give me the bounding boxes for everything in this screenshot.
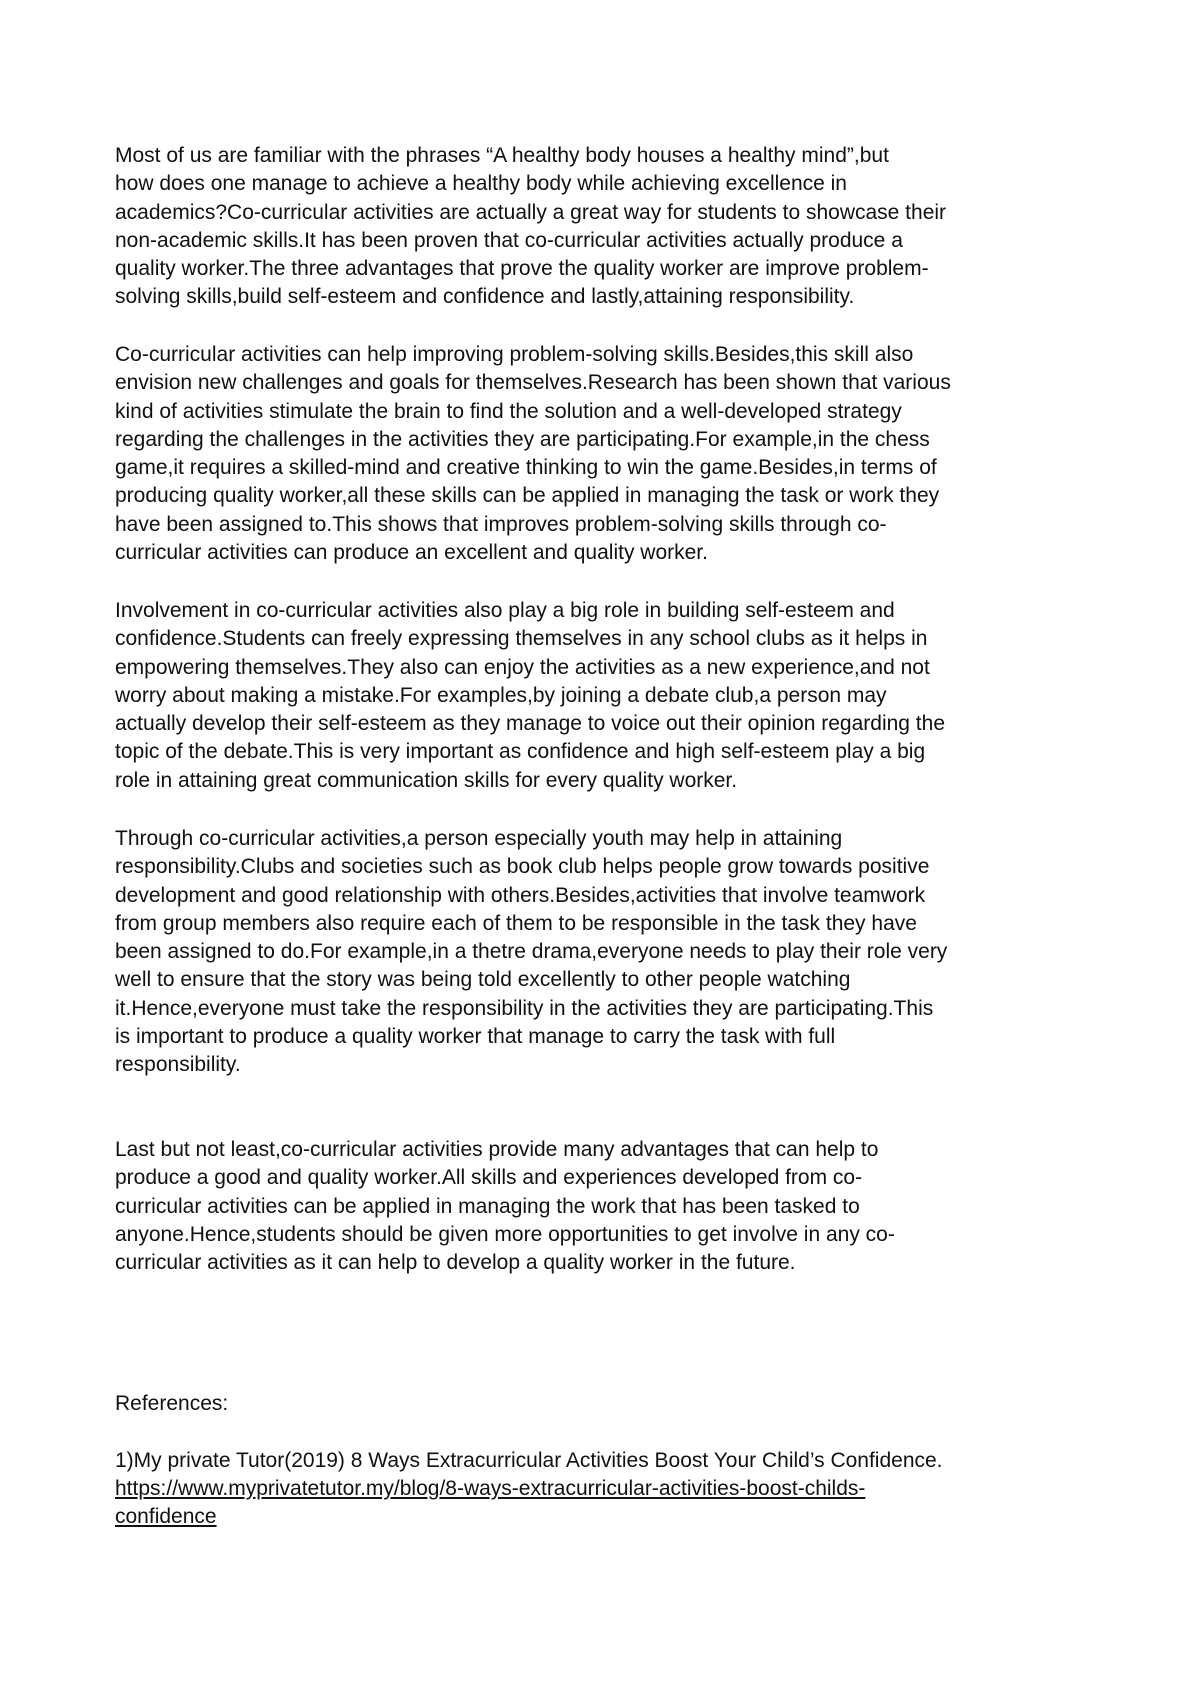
problem-solving-paragraph: Co-curricular activities can help improving problem-solving skills.Besides,this skill also envision new challenges and goals for themselves.Research has been shown that various kind of activities stimulate the brain to find the solution and a well-developed strategy regarding the challenges in the activities they are participating.For example,in the chess game,it requires a skilled-mind and creative thinking to win the game.Besides,in terms of producing quality worker,all these skills can be applied in managing the task or work they have been assigned to.This shows that improves problem-solving skills through co- curricular activities can produce an excellent and quality worker. [115,343,951,565]
self-esteem-paragraph: Involvement in co-curricular activities also play a big role in building self-esteem and confidence.Students can freely expressing themselves in any school clubs as it helps in empowering themselves.They also can enjoy the activities as a new experience,and not worry about making a mistake.For examples,by joining a debate club,a person may actually develop their self-esteem as they manage to voice out their opinion regarding the topic of the debate.This is very important as confidence and high self-esteem play a big role in attaining great communication skills for every quality worker. [115,599,945,792]
references-heading: References: [115,1392,229,1415]
reference-item-text: 1)My private Tutor(2019) 8 Ways Extracurricular Activities Boost Your Child’s Confidence. [115,1449,943,1472]
reference-item-link[interactable]: https://www.myprivatetutor.my/blog/8-ways-extracurricular-activities-boost-childs- confidence [115,1477,866,1529]
intro-paragraph: Most of us are familiar with the phrases “A healthy body houses a healthy mind”,but how does one manage to achieve a healthy body while achieving excellence in academics?Co-curricular activities are actually a great way for students to showcase their non-academic skills.It has been proven that co-curricular activities actually produce a quality worker.The three advantages that prove the quality worker are improve problem- solving skills,build self-esteem and confidence and lastly,attaining responsibility. [115,144,947,309]
responsibility-paragraph: Through co-curricular activities,a person especially youth may help in attaining responsibility.Clubs and societies such as book club helps people grow towards positive development and good relationship with others.Besides,activities that involve teamwork from group members also require each of them to be responsible in the task they have been assigned to do.For example,in a thetre drama,everyone needs to play their role very well to ensure that the story was being told excellently to other people watching it.Hence,everyone must take the responsibility in the activities they are participating.This is important to produce a quality worker that manage to carry the task with full responsibility. [115,827,948,1077]
conclusion-paragraph: Last but not least,co-curricular activities provide many advantages that can help to produce a good and quality worker.All skills and experiences developed from co- curricular activities can be applied in managing the work that has been tasked to anyone.Hence,students should be given more opportunities to get involve in any co- curricular activities as it can help to develop a quality worker in the future. [115,1138,895,1275]
